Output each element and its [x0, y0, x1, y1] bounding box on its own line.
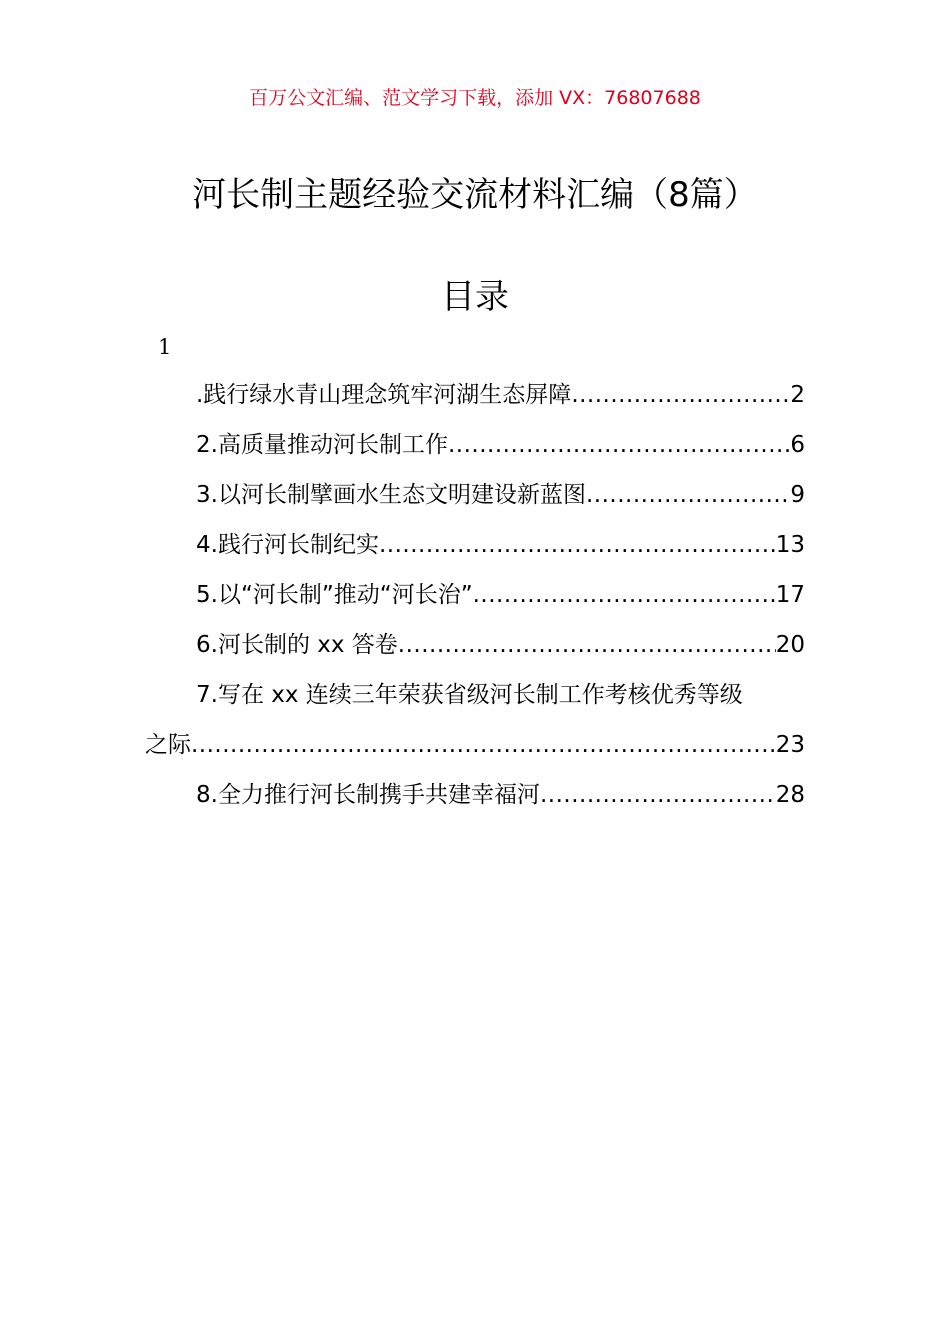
toc-entry-label: 2.高质量推动河长制工作	[196, 432, 448, 458]
toc-entry-label: 8.全力推行河长制携手共建幸福河	[196, 782, 540, 808]
toc-entry-label: 7.写在 xx 连续三年荣获省级河长制工作考核优秀等级	[196, 682, 743, 708]
toc-entry-label: 6.河长制的 xx 答卷	[196, 632, 398, 658]
toc-entry-page: 13	[775, 532, 805, 558]
table-of-contents	[145, 373, 805, 823]
toc-entry-1[interactable]	[145, 373, 805, 423]
toc-entry-label: 5.以“河长制”推动“河长治”	[196, 582, 473, 608]
toc-entry-page: 9	[790, 482, 805, 508]
toc-entry-3[interactable]	[145, 473, 805, 523]
toc-entry-page: 2	[790, 382, 805, 408]
toc-entry-page: 6	[790, 432, 805, 458]
toc-entry-label: .践行绿水青山理念筑牢河湖生态屏障	[196, 382, 572, 408]
toc-entry-6[interactable]	[145, 623, 805, 673]
toc-entry-page: 20	[775, 632, 805, 658]
toc-dot-leader	[540, 773, 776, 817]
toc-entry-page: 17	[775, 582, 805, 608]
toc-entry-5[interactable]	[145, 573, 805, 623]
toc-entry-7-line-2[interactable]	[145, 723, 805, 773]
toc-stray-number: 1	[158, 335, 172, 359]
toc-entry-label: 之际	[145, 732, 191, 758]
toc-dot-leader	[571, 373, 790, 417]
toc-dot-leader	[448, 423, 790, 467]
toc-entry-8[interactable]	[145, 773, 805, 823]
toc-entry-7-line-1[interactable]	[145, 673, 805, 723]
toc-dot-leader	[398, 623, 776, 667]
toc-entry-4[interactable]	[145, 523, 805, 573]
toc-entry-page: 23	[775, 732, 805, 758]
document-title: 河长制主题经验交流材料汇编（8篇）	[192, 175, 758, 215]
toc-entry-2[interactable]	[145, 423, 805, 473]
toc-dot-leader	[379, 523, 776, 567]
watermark-header-note: 百万公文汇编、范文学习下载，添加 VX：76807688	[249, 87, 701, 109]
toc-entry-label: 3.以河长制擘画水生态文明建设新蓝图	[196, 482, 586, 508]
toc-dot-leader	[586, 473, 790, 517]
toc-dot-leader	[191, 723, 776, 767]
toc-entry-page: 28	[775, 782, 805, 808]
toc-entry-label: 4.践行河长制纪实	[196, 532, 379, 558]
toc-heading: 目录	[441, 277, 509, 317]
toc-dot-leader	[473, 573, 776, 617]
